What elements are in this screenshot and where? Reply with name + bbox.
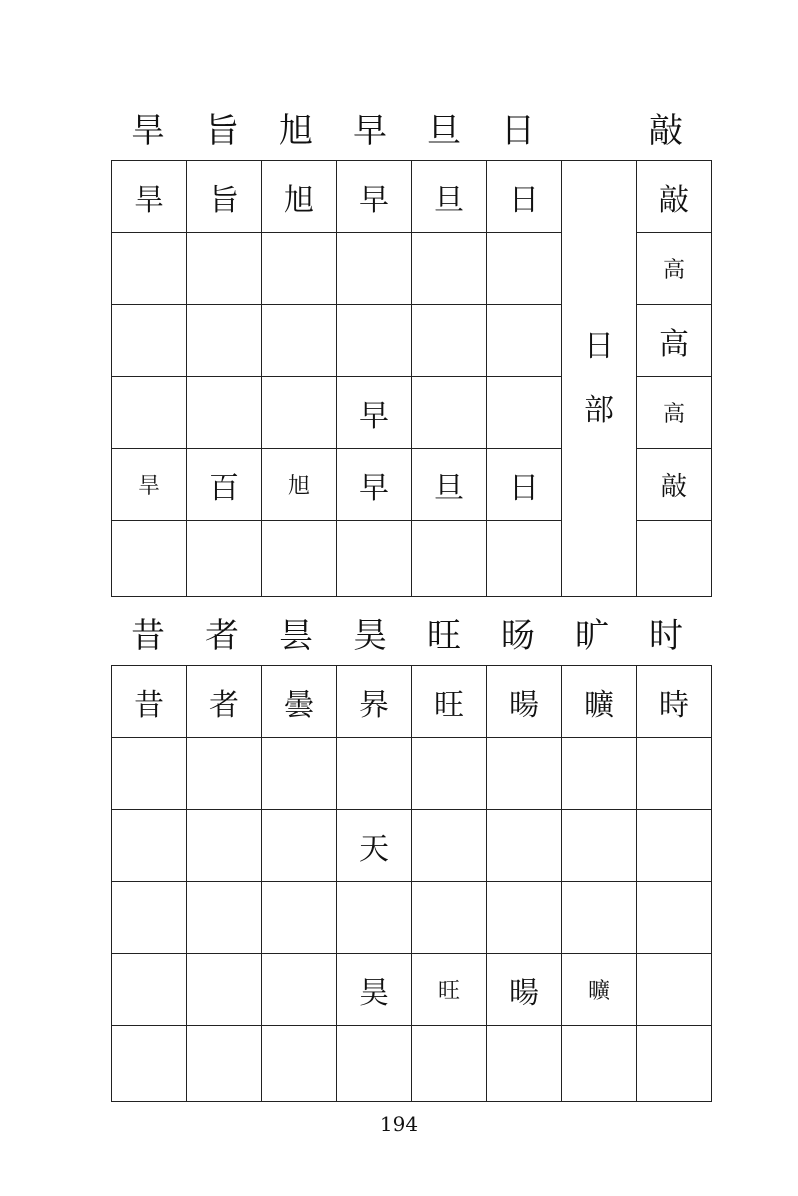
cell [187, 377, 262, 449]
cell [262, 882, 337, 954]
cell: 高 [637, 377, 712, 449]
cell: 日 [487, 161, 562, 233]
cell [337, 233, 412, 305]
block1-header: 旱 [131, 111, 165, 151]
cell [562, 882, 637, 954]
cell [412, 882, 487, 954]
cell [112, 738, 187, 810]
cell [337, 521, 412, 597]
block1-header: 旦 [427, 111, 461, 151]
cell: 高 [637, 305, 712, 377]
radical-cell [562, 161, 637, 597]
block1-header: 日 [501, 111, 535, 151]
cell: 旦 [412, 161, 487, 233]
block2-header: 昔 [131, 616, 165, 656]
table-row [112, 810, 712, 882]
cell: 旱 [112, 161, 187, 233]
block2-header: 时 [649, 616, 683, 656]
cell: 旺 [412, 666, 487, 738]
radical-char: 日 [584, 328, 614, 364]
cell [487, 882, 562, 954]
cell [262, 233, 337, 305]
block1-headers [111, 105, 705, 157]
cell [487, 521, 562, 597]
block2-header: 昊 [353, 616, 387, 656]
cell: 早 [337, 161, 412, 233]
cell [337, 882, 412, 954]
cell [262, 305, 337, 377]
cell [112, 882, 187, 954]
cell [337, 1026, 412, 1102]
block1-header: 早 [353, 111, 387, 151]
cell [412, 1026, 487, 1102]
cell: 旦 [412, 449, 487, 521]
table-row [112, 738, 712, 810]
cell [112, 377, 187, 449]
cell [262, 377, 337, 449]
cell [262, 810, 337, 882]
block1-header: 旭 [279, 111, 313, 151]
cell [412, 810, 487, 882]
table-row [112, 1026, 712, 1102]
cell [337, 305, 412, 377]
block2-table [111, 665, 712, 1102]
table-row [112, 882, 712, 954]
cell [487, 305, 562, 377]
cell [187, 738, 262, 810]
cell [187, 954, 262, 1026]
block1-header: 旨 [205, 111, 239, 151]
table-row [112, 161, 712, 233]
cell [112, 810, 187, 882]
cell [487, 738, 562, 810]
cell: 旺 [412, 954, 487, 1026]
cell [262, 1026, 337, 1102]
cell [187, 882, 262, 954]
cell: 早 [337, 377, 412, 449]
cell: 日 [487, 449, 562, 521]
block1-header: 敲 [649, 111, 683, 151]
cell [562, 1026, 637, 1102]
cell: 高 [637, 233, 712, 305]
cell [562, 810, 637, 882]
cell: 曠 [562, 954, 637, 1026]
cell [412, 521, 487, 597]
cell [262, 521, 337, 597]
cell [562, 738, 637, 810]
block2-header: 昙 [279, 616, 313, 656]
cell: 暘 [487, 666, 562, 738]
cell: 敲 [637, 161, 712, 233]
cell [637, 738, 712, 810]
cell: 旨 [187, 161, 262, 233]
cell [112, 305, 187, 377]
cell [412, 377, 487, 449]
cell [187, 1026, 262, 1102]
block2-header: 者 [205, 616, 239, 656]
cell [112, 521, 187, 597]
block1-table [111, 160, 712, 597]
cell: 者 [187, 666, 262, 738]
cell: 時 [637, 666, 712, 738]
cell [112, 954, 187, 1026]
cell [637, 954, 712, 1026]
cell: 暘 [487, 954, 562, 1026]
cell: 天 [337, 810, 412, 882]
cell: 昔 [112, 666, 187, 738]
cell [637, 810, 712, 882]
block2-header: 旺 [427, 616, 461, 656]
block2-header: 旸 [501, 616, 535, 656]
cell [187, 305, 262, 377]
cell [412, 738, 487, 810]
cell [487, 810, 562, 882]
cell [637, 882, 712, 954]
block2-header: 旷 [575, 616, 609, 656]
cell [112, 233, 187, 305]
page-number: 194 [379, 1112, 419, 1136]
cell [262, 954, 337, 1026]
cell: 曠 [562, 666, 637, 738]
cell [487, 233, 562, 305]
radical-char: 部 [584, 392, 614, 428]
cell: 早 [337, 449, 412, 521]
cell [637, 521, 712, 597]
cell [262, 738, 337, 810]
cell [187, 233, 262, 305]
cell [337, 738, 412, 810]
cell [637, 1026, 712, 1102]
cell: 昦 [337, 666, 412, 738]
cell: 旭 [262, 449, 337, 521]
cell [487, 1026, 562, 1102]
table-row [112, 954, 712, 1026]
cell: 曇 [262, 666, 337, 738]
cell: 旭 [262, 161, 337, 233]
block2-headers [111, 610, 705, 662]
cell: 旱 [112, 449, 187, 521]
cell [412, 233, 487, 305]
cell [487, 377, 562, 449]
cell: 百 [187, 449, 262, 521]
cell [187, 521, 262, 597]
cell [112, 1026, 187, 1102]
cell [412, 305, 487, 377]
table-row [112, 666, 712, 738]
cell [187, 810, 262, 882]
cell: 敲 [637, 449, 712, 521]
cell: 昊 [337, 954, 412, 1026]
